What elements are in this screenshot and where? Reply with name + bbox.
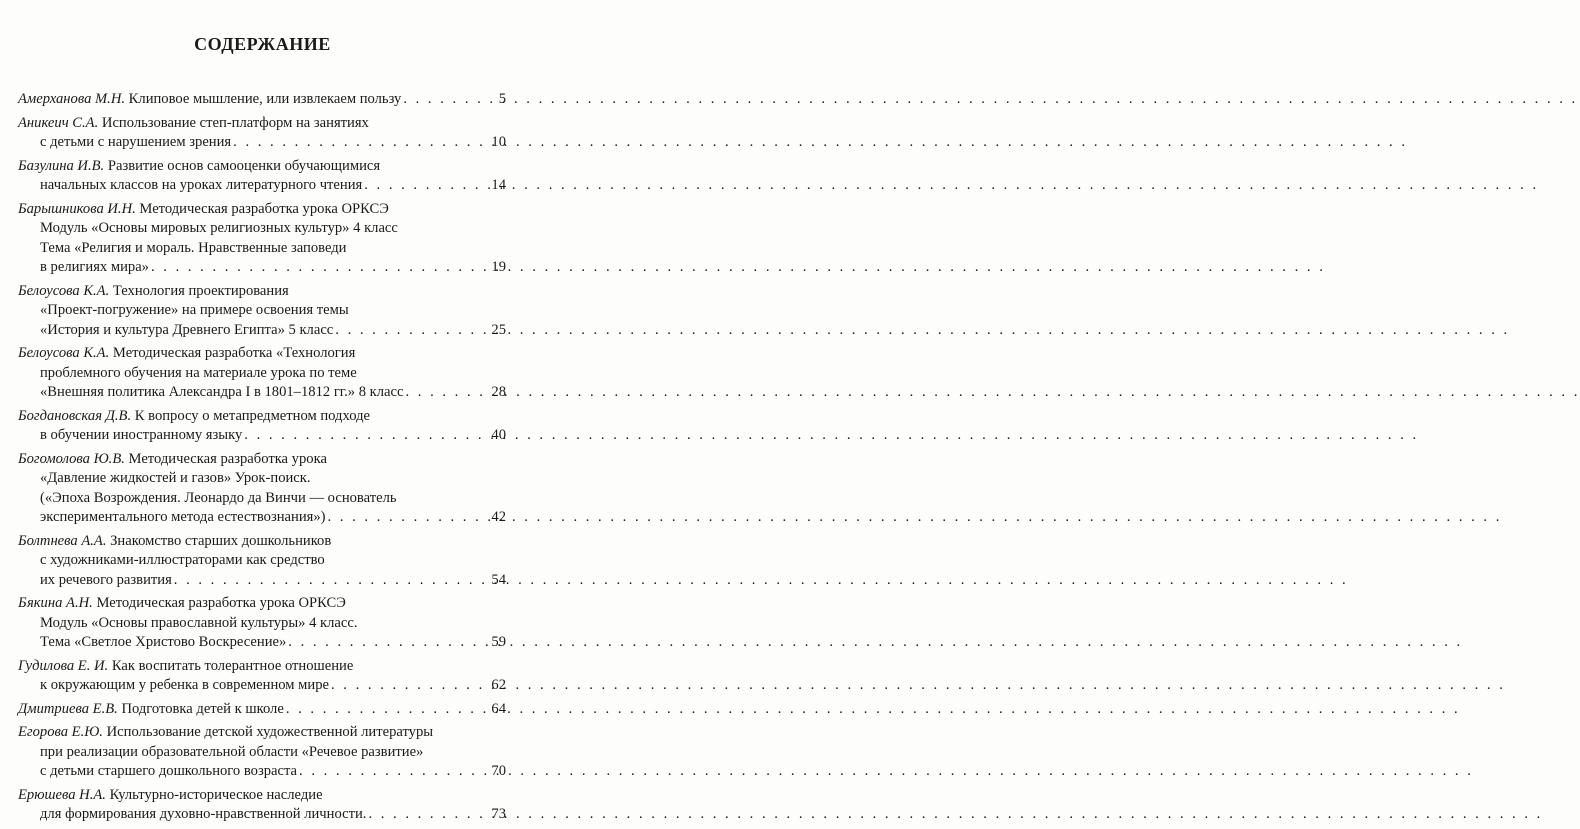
toc-page-number: 10 (491, 134, 506, 150)
toc-entry-line (18, 407, 506, 427)
toc-entry-line (18, 508, 506, 528)
toc-author: Богомолова Ю.В. (18, 450, 125, 467)
toc-title-text: их речевого развития (40, 571, 172, 588)
toc-entry-text (40, 676, 329, 696)
toc-page-number: 5 (498, 91, 506, 107)
toc-page-number: 40 (491, 427, 506, 443)
toc-leader-dots (244, 426, 488, 446)
toc-entry-line (18, 489, 506, 509)
toc-author: Белоусова К.А. (18, 282, 110, 299)
toc-entry (18, 407, 506, 446)
toc-entry (18, 200, 506, 278)
toc-leader-dots (328, 508, 488, 528)
toc-entry-line (18, 239, 506, 259)
toc-page-number: 64 (491, 700, 506, 717)
toc-leader-dots (364, 176, 488, 196)
toc-entry-line (18, 200, 506, 220)
toc-title-text: Использование детской художественной литературы (106, 724, 434, 740)
toc-leader-dots (151, 258, 488, 278)
toc-entry-text (40, 426, 242, 446)
toc-entry-line (18, 219, 506, 239)
toc-page-number: 14 (491, 177, 506, 193)
toc-page-number: 28 (491, 384, 506, 400)
toc-leader-dots (233, 133, 488, 153)
toc-entry (18, 594, 506, 653)
toc-entry-line (18, 594, 506, 614)
toc-title-text: Технология проектирования (112, 282, 289, 299)
toc-entry-text (18, 90, 401, 110)
toc-entry (18, 282, 506, 341)
toc-leader-dots (299, 762, 488, 782)
toc-author: Дмитриева Е.В. (18, 700, 118, 717)
toc-entry-text (40, 321, 333, 341)
toc-page-number: 42 (491, 509, 506, 525)
toc-title-text: Подготовка детей к школе (121, 700, 284, 717)
toc-author: Базулина И.В. (18, 157, 105, 174)
toc-entry-line (18, 426, 506, 446)
toc-entry (18, 114, 506, 153)
toc-title-text: «Проект-погружение» на примере освоения темы (40, 302, 349, 318)
toc-entry-line (18, 551, 506, 571)
toc-entry-text (40, 383, 403, 403)
toc-entry-text (40, 258, 149, 278)
toc-title-text: в религиях мира» (40, 259, 149, 275)
toc-page-number: 54 (491, 571, 506, 588)
toc-title-text: Клиповое мышление, или извлекаем пользу (128, 91, 402, 107)
toc-author: Белоусова К.А. (18, 345, 110, 361)
toc-author: Барышникова И.Н. (18, 200, 136, 217)
toc-title-text: Модуль «Основы православной культуры» 4 класс. (40, 614, 358, 631)
toc-entry-line (18, 90, 506, 110)
toc-entry (18, 157, 506, 196)
toc-author: Богдановская Д.В. (18, 407, 132, 424)
toc-entry-line (18, 676, 506, 696)
toc-page-number: 73 (491, 806, 506, 822)
toc-entry-line (18, 383, 506, 403)
toc-entry-line (18, 258, 506, 278)
toc-title-text: Методическая разработка «Технология (112, 345, 356, 361)
toc-entry (18, 90, 506, 110)
table-of-contents (18, 90, 506, 829)
toc-entry-line (18, 114, 506, 134)
toc-entry-line (18, 450, 506, 470)
toc-entry-line (18, 614, 506, 634)
toc-title-text: Методическая разработка урока ОРКСЭ (139, 200, 389, 217)
toc-entry-line (18, 700, 506, 720)
toc-entry-line (18, 723, 506, 743)
toc-title-text: к окружающим у ребенка в современном мире (40, 677, 329, 693)
toc-entry-line (18, 469, 506, 489)
toc-author: Егорова Е.Ю. (18, 724, 103, 740)
toc-title-text: («Эпоха Возрождения. Леонардо да Винчи — основатель (40, 489, 397, 506)
toc-entry-line (18, 786, 506, 806)
toc-leader-dots (403, 90, 488, 110)
toc-entry-line (18, 282, 506, 302)
toc-author: Ерюшева Н.А. (18, 786, 106, 803)
toc-title-text: К вопросу о метапредметном подходе (134, 407, 370, 424)
toc-title-text: Использование степ-платформ на занятиях (101, 114, 369, 131)
toc-entry (18, 723, 506, 782)
page-title: СОДЕРЖАНИЕ (194, 34, 331, 54)
toc-entry (18, 700, 506, 720)
toc-title-text: «Внешняя политика Александра I в 1801–1812 гг.» 8 класс (40, 384, 404, 400)
toc-page-number: 70 (491, 763, 506, 779)
toc-entry (18, 450, 506, 528)
toc-entry-line (18, 633, 506, 653)
toc-title-text: Как воспитать толерантное отношение (111, 657, 354, 674)
toc-title-text: для формирования духовно-нравственной личности. (40, 806, 367, 822)
toc-title-text: с художниками-иллюстраторами как средство (40, 552, 325, 568)
toc-page-number: 62 (491, 677, 506, 693)
toc-title-text: «История и культура Древнего Египта» 5 класс (40, 321, 334, 338)
toc-entry-text (18, 700, 284, 720)
toc-leader-dots (286, 700, 488, 720)
toc-title-text: Культурно-историческое наследие (109, 786, 323, 803)
toc-title-text: Развитие основ самооценки обучающимися (107, 157, 381, 174)
toc-entry-line (18, 157, 506, 177)
toc-title-text: при реализации образовательной области «Речевое развитие» (40, 743, 424, 760)
toc-entry-line (18, 176, 506, 196)
toc-title-text: начальных классов на уроках литературного чтения (40, 177, 363, 193)
toc-entry-line (18, 571, 506, 591)
toc-entry-text (40, 633, 286, 653)
toc-entry-text (40, 762, 297, 782)
toc-entry-text (40, 133, 231, 153)
toc-page-number: 59 (491, 634, 506, 650)
toc-leader-dots (335, 321, 488, 341)
toc-author: Болтнева А.А. (18, 532, 107, 549)
toc-title-text: с детьми старшего дошкольного возраста (40, 763, 298, 779)
toc-leader-dots (288, 633, 488, 653)
toc-title-text: Модуль «Основы мировых религиозных культур» 4 класс (40, 220, 398, 236)
toc-entry (18, 786, 506, 825)
toc-title-text: Методическая разработка урока (128, 450, 327, 467)
toc-leader-dots (331, 676, 488, 696)
toc-entry-line (18, 805, 506, 825)
toc-entry-text (40, 805, 366, 825)
toc-title-text: Тема «Светлое Христово Воскресение» (40, 634, 287, 650)
toc-entry-text (40, 176, 362, 196)
toc-entry (18, 344, 506, 403)
toc-entry-line (18, 657, 506, 677)
toc-entry-line (18, 532, 506, 552)
toc-author: Гудилова Е. И. (18, 657, 109, 674)
toc-title-text: Методическая разработка урока ОРКСЭ (96, 595, 346, 611)
toc-title-text: Тема «Религия и мораль. Нравственные заповеди (40, 239, 347, 256)
toc-entry (18, 657, 506, 696)
toc-author: Аникеич С.А. (18, 114, 99, 131)
toc-entry-text (40, 508, 326, 528)
toc-entry-line (18, 321, 506, 341)
toc-entry-line (18, 301, 506, 321)
toc-title-text: проблемного обучения на материале урока по теме (40, 364, 357, 381)
toc-entry-line (18, 133, 506, 153)
toc-entry-line (18, 743, 506, 763)
toc-title-text: экспериментального метода естествознания») (40, 509, 326, 525)
toc-title-text: Знакомство старших дошкольников (110, 532, 332, 549)
toc-entry-text (40, 571, 172, 591)
toc-title-text: «Давление жидкостей и газов» Урок-поиск. (40, 470, 311, 486)
toc-entry-line (18, 762, 506, 782)
toc-page-number: 19 (491, 259, 506, 275)
toc-entry (18, 532, 506, 591)
toc-entry-line (18, 344, 506, 364)
toc-title-text: в обучении иностранному языку (40, 427, 243, 443)
toc-leader-dots (405, 383, 488, 403)
toc-entry-line (18, 364, 506, 384)
book-page (0, 0, 525, 822)
toc-leader-dots (174, 571, 488, 591)
toc-title-text: с детьми с нарушением зрения (40, 134, 232, 150)
toc-leader-dots (368, 805, 488, 825)
toc-author: Амерханова М.Н. (18, 91, 126, 107)
toc-page-number: 25 (491, 321, 506, 338)
toc-author: Бякина А.Н. (18, 595, 93, 611)
